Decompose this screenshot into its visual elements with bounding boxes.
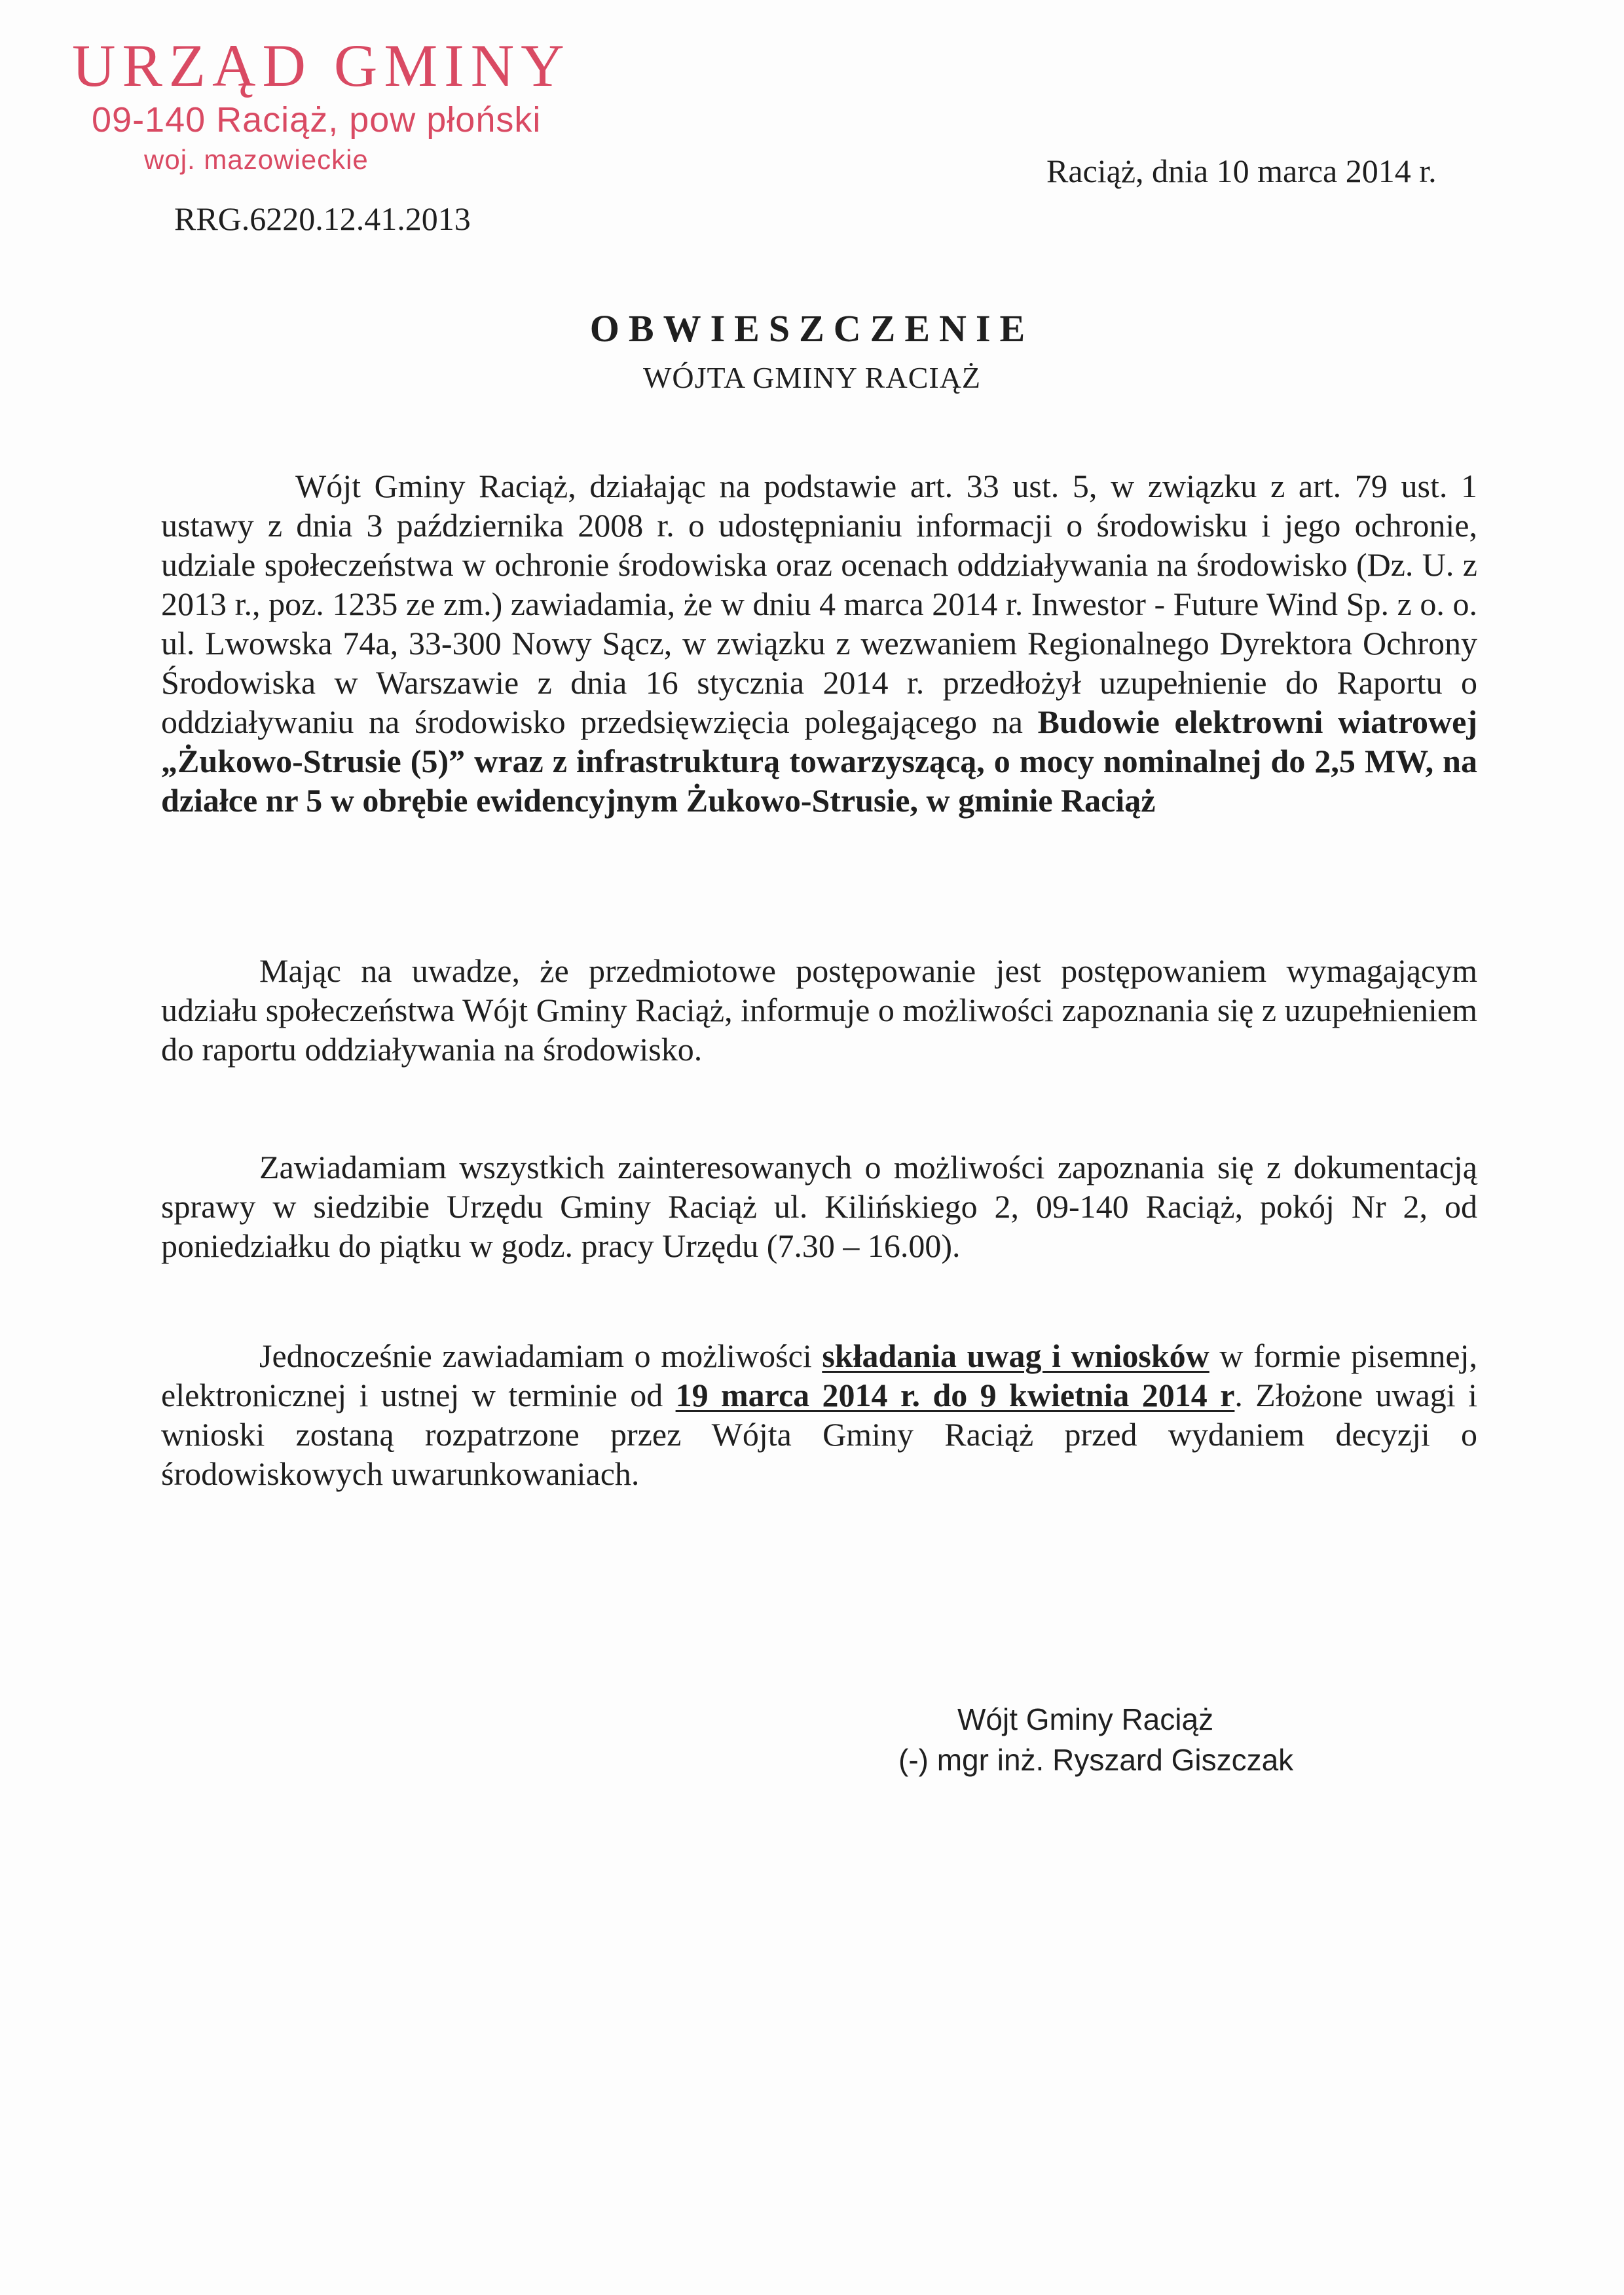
document-date: Raciąż, dnia 10 marca 2014 r. [1046,153,1437,189]
document-title: OBWIESZCZENIE [589,307,1035,350]
stamp-title: URZĄD GMINY [72,32,571,99]
signature-name: (-) mgr inż. Ryszard Giszczak [898,1743,1294,1777]
deadline-dates: 19 marca 2014 r. do 9 kwietnia 2014 r [675,1377,1235,1413]
signature-title: Wójt Gminy Raciąż [957,1702,1214,1736]
project-description: Budowie elektrowni wiatrowej „Żukowo-Strusie (5)” wraz z infrastrukturą towarzyszącą, o mocy nominalnej do 2,5 MW, na działce nr 5 w obrębie ewidencyjnym Żukowo-Strusie, w gminie Raciąż [161,703,1477,819]
document-subtitle: WÓJTA GMINY RACIĄŻ [642,361,982,394]
reference-number: RRG.6220.12.41.2013 [174,200,471,237]
stamp-address: 09-140 Raciąż, pow płoński [92,100,542,140]
paragraph-public-participation: Mając na uwadze, że przedmiotowe postępowanie jest postępowaniem wymagającym udziału społeczeństwa Wójt Gminy Raciąż, informuje o możliwości zapoznania się z uzupełnieniem do raportu oddziaływania na środowisko. [161,952,1477,1068]
office-stamp [72,33,571,178]
comments-emphasis: składania uwag i wniosków [822,1337,1209,1374]
announcement-text: Wójt Gminy Raciąż, działając na podstawie art. 33 ust. 5, w związku z art. 79 ust. 1 ustawy z dnia 3 października 2008 r. o udostępnianiu informacji o środowisku i jego ochronie, udziale społeczeństwa w ochronie środowiska oraz ocenach oddziaływania na środowisko (Dz. U. z 2013 r., poz. 1235 ze zm.) zawiadamia, że w dniu 4 marca 2014 r. Inwestor - Future Wind Sp. z o. o. ul. Lwowska 74a, 33-300 Nowy Sącz, w związku z wezwaniem Regionalnego Dyrektora Ochrony Środowiska w Warszawie z dnia 16 stycznia 2014 r. przedłożył uzupełnienie do Raportu o oddziaływaniu na środowisko przedsięwzięcia polegającego na [161,468,1477,740]
paragraph-comments-deadline [161,1336,1477,1493]
paragraph-documentation-access: Zawiadamiam wszystkich zainteresowanych o możliwości zapoznania się z dokumentacją sprawy w siedzibie Urzędu Gminy Raciąż ul. Kilińskiego 2, 09-140 Raciąż, pokój Nr 2, od poniedziałku do piątku w godz. pracy Urzędu (7.30 – 16.00). [161,1149,1477,1264]
deadline-text-3: . Złożone uwagi i wnioski zostaną rozpatrzone przez Wójta Gminy Raciąż przed wydaniem decyzji o środowiskowych uwarunkowaniach. [161,1377,1477,1492]
deadline-text-1: Jednocześnie zawiadamiam o możliwości [259,1337,822,1374]
stamp-voivodeship: woj. mazowieckie [144,144,369,175]
deadline-text-2: w formie pisemnej, elektronicznej i ustnej w terminie od [161,1337,1477,1413]
paragraph-announcement [161,466,1477,820]
